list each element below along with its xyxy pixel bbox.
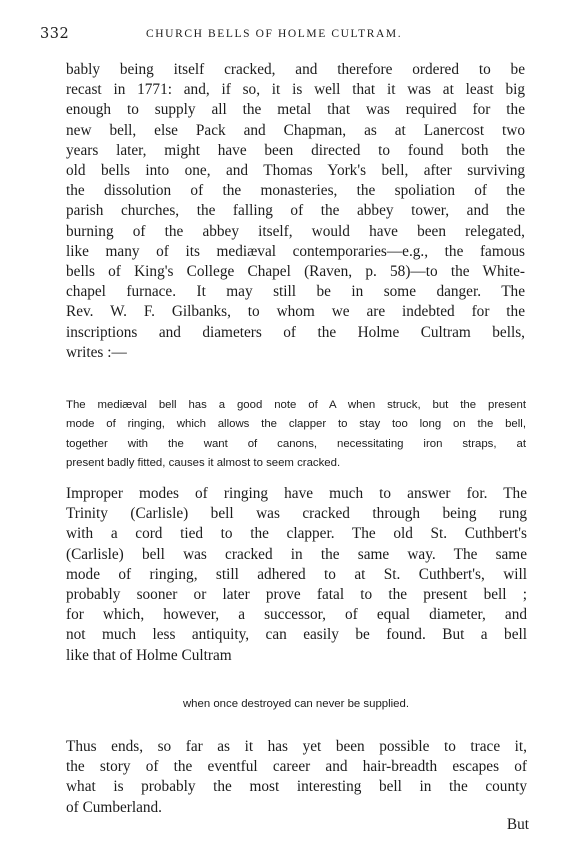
text-line: enough to supply all the metal that was required for the <box>66 101 525 119</box>
text-line: Rev. W. F. Gilbanks, to whom we are indebted for the <box>66 303 525 321</box>
text-line: Trinity (Carlisle) bell was cracked through being rung <box>66 505 527 523</box>
page-number: 332 <box>40 26 70 42</box>
text-line: burning of the abbey itself, would have been relegated, <box>66 222 525 240</box>
quote-line: The mediæval bell has a good note of A when struck, but the present <box>66 399 526 411</box>
quote-line: when once destroyed can never be supplied. <box>182 698 410 710</box>
text-line: inscriptions and diameters of the Holme Cultram bells, <box>66 323 525 341</box>
quote-line: present badly fitted, causes it almost to seem cracked. <box>66 457 341 470</box>
text-line: for which, however, a successor, of equal diameter, and <box>66 606 527 624</box>
text-line: not much less antiquity, can easily be found. But a bell <box>66 626 527 644</box>
text-line: of Cumberland. <box>66 798 163 816</box>
text-line: years later, might have been directed to found both the <box>66 141 525 159</box>
text-line: mode of ringing, still adhered to at St. Cuthbert's, will <box>66 565 527 583</box>
text-line: (Carlisle) bell was cracked in the same way. The same <box>66 545 527 563</box>
text-line: bably being itself cracked, and therefore ordered to be <box>66 61 525 78</box>
text-line: Improper modes of ringing have much to answer for. The <box>66 485 527 502</box>
text-line: recast in 1771: and, if so, it is well that it was at least big <box>66 81 525 99</box>
quote-line: mode of ringing, which allows the clapper to stay too long on the bell, <box>66 418 526 431</box>
text-line: what is probably the most interesting bell in the county <box>66 778 527 796</box>
text-line: writes :— <box>66 343 127 361</box>
quote-line: together with the want of canons, necessitating iron straps, at <box>66 437 526 450</box>
text-line: new bell, else Pack and Chapman, as at Lanercost two <box>66 121 525 139</box>
running-title: CHURCH BELLS OF HOLME CULTRAM. <box>146 28 403 40</box>
text-line: like that of Holme Cultram <box>66 646 232 664</box>
text-line: the dissolution of the monasteries, the spoliation of the <box>66 182 525 200</box>
catchword: But <box>506 816 529 833</box>
text-line: Thus ends, so far as it has yet been possible to trace it, <box>66 738 527 755</box>
text-line: probably sooner or later prove fatal to the present bell ; <box>66 586 527 604</box>
paragraph-2 <box>66 484 527 666</box>
text-line: old bells into one, and Thomas York's bell, after surviving <box>66 162 525 180</box>
text-line: with a cord tied to the clapper. The old St. Cuthbert's <box>66 525 527 543</box>
text-line: the story of the eventful career and hair-breadth escapes of <box>66 758 527 776</box>
block-quote-1 <box>66 396 526 474</box>
paragraph-1 <box>66 60 525 363</box>
page-header <box>40 26 530 46</box>
text-line: bells of King's College Chapel (Raven, p. 58)—to the White- <box>66 263 525 281</box>
paragraph-3 <box>66 737 527 818</box>
block-quote-2 <box>66 695 526 714</box>
text-line: like many of its mediæval contemporaries—e.g., the famous <box>66 242 525 260</box>
text-line: chapel furnace. It may still be in some danger. The <box>66 283 525 301</box>
text-line: parish churches, the falling of the abbey tower, and the <box>66 202 525 220</box>
